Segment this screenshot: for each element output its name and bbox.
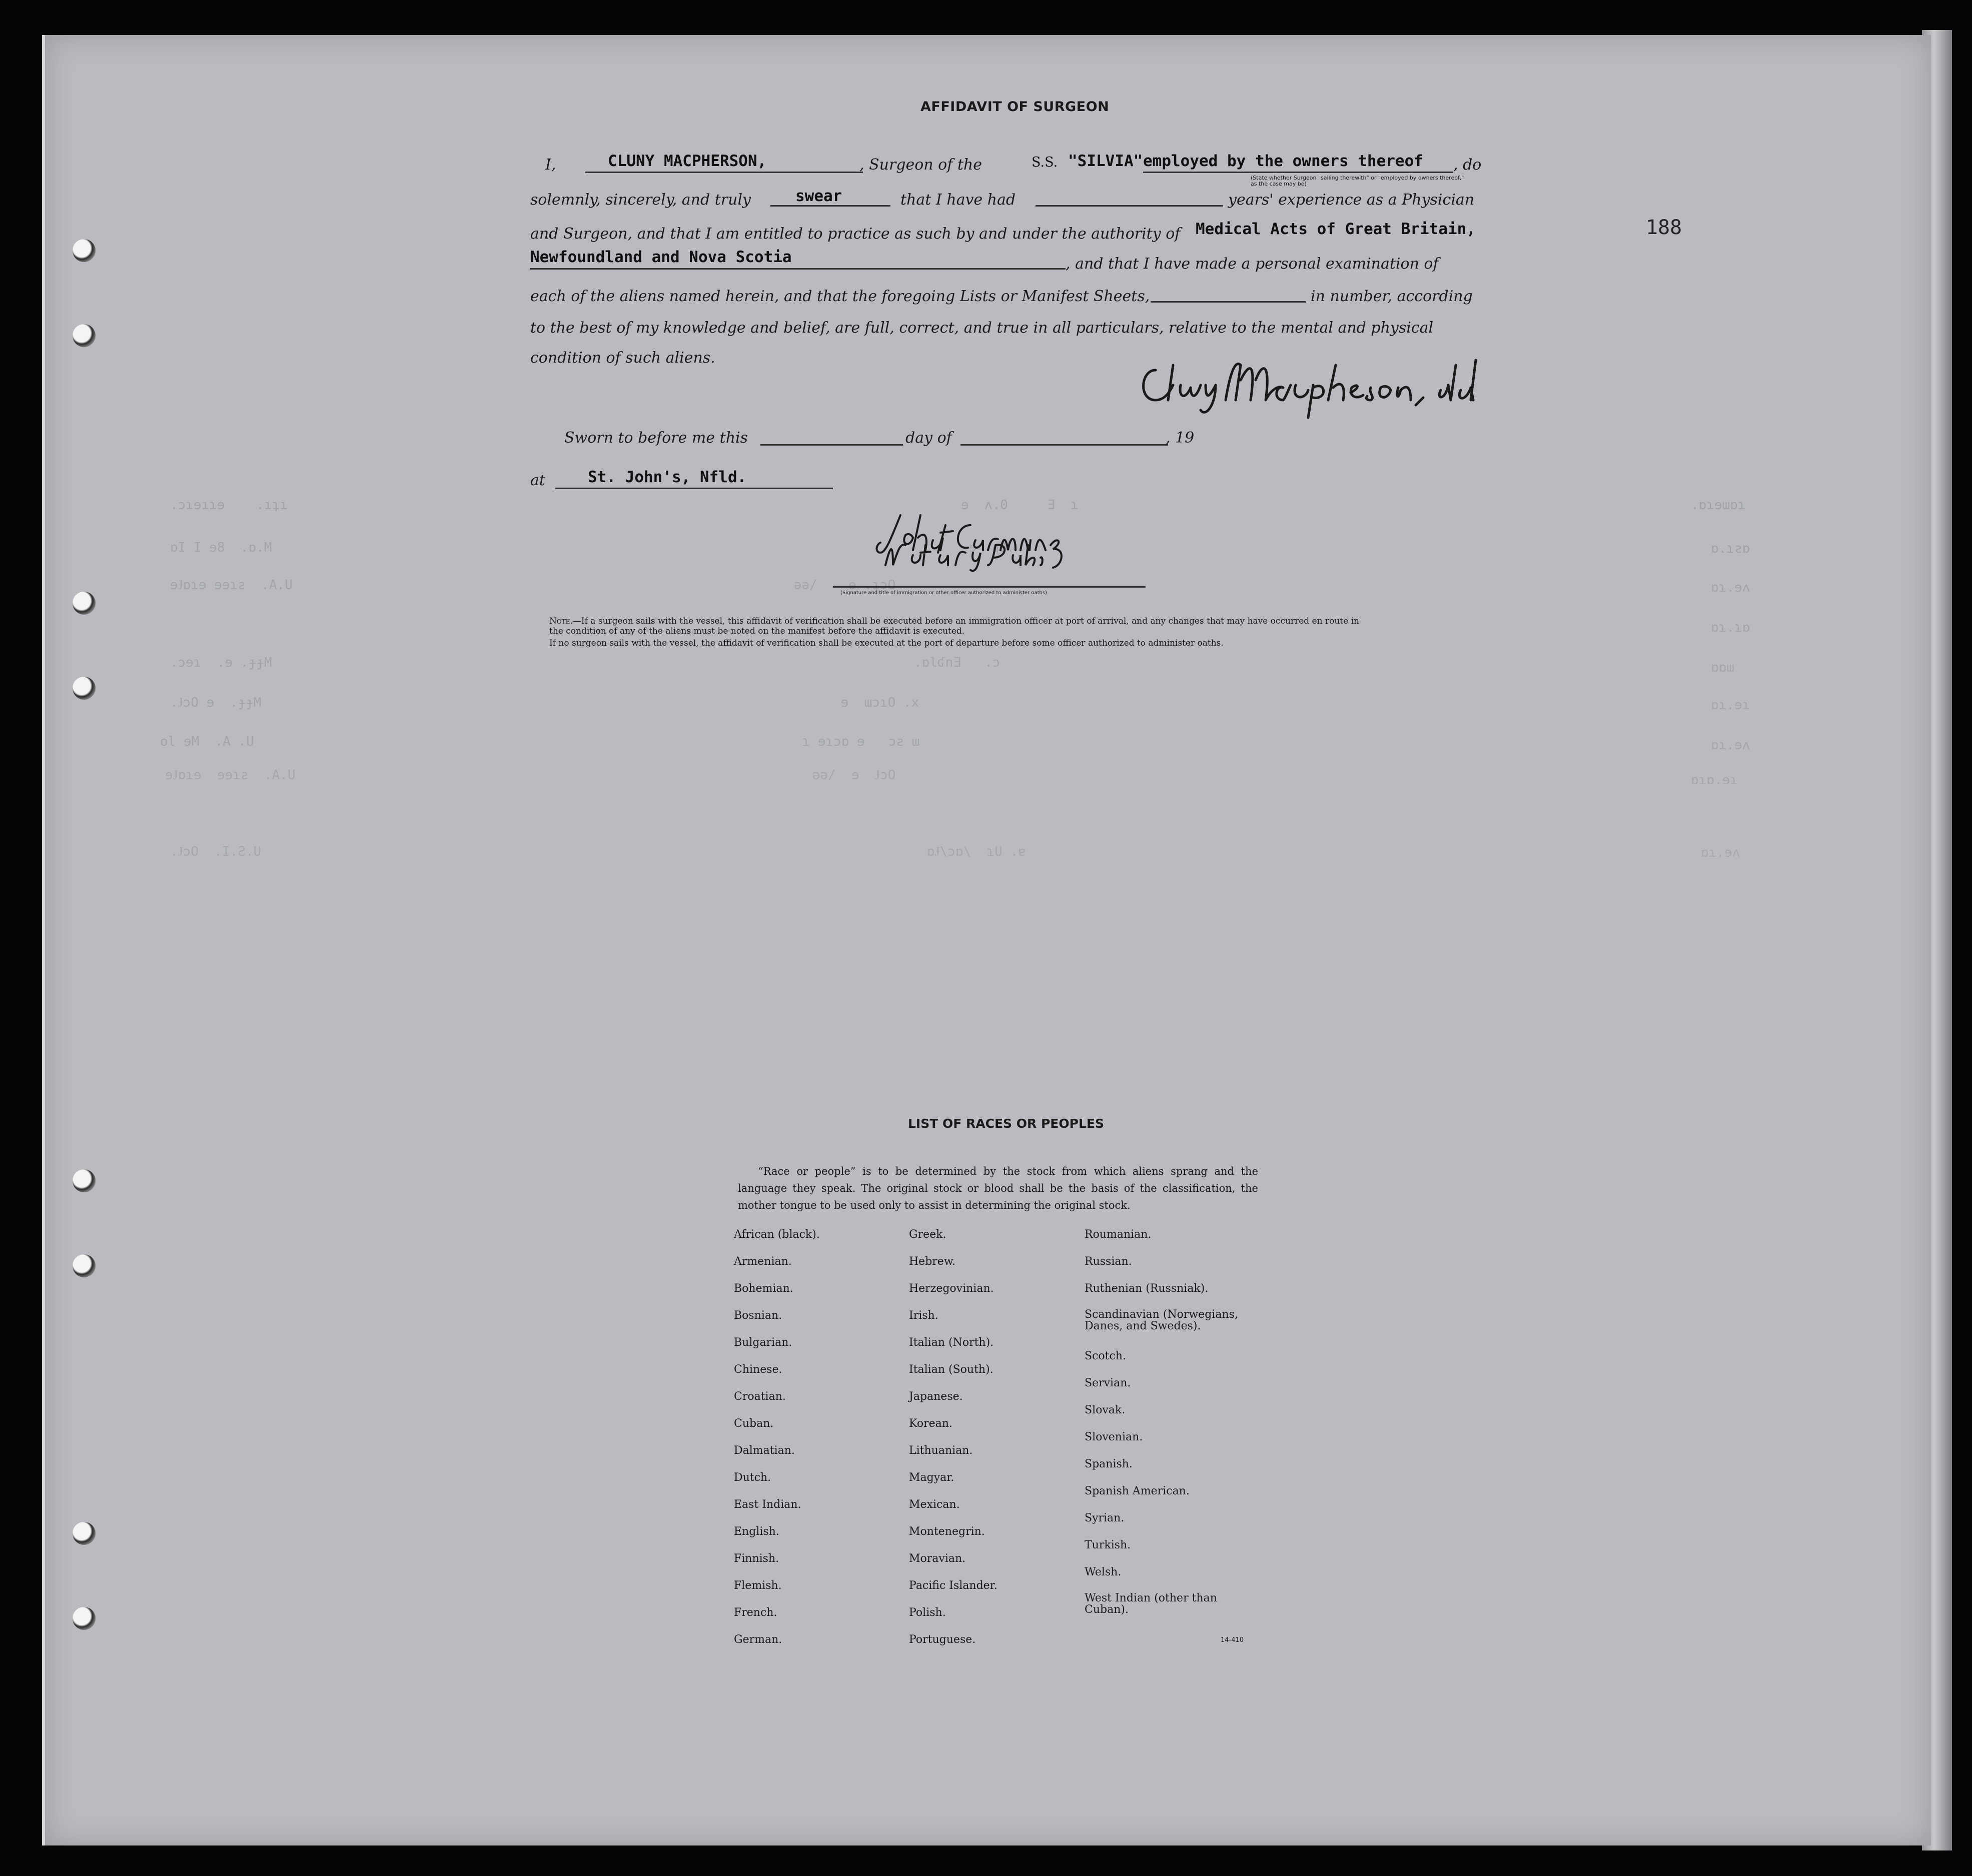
- race-item: Greek.: [909, 1228, 946, 1241]
- line1-text1: , Surgeon of the: [859, 156, 982, 174]
- sworn-month-rule: [960, 444, 1168, 446]
- race-item: Polish.: [909, 1606, 946, 1619]
- document-sheet: [42, 35, 1931, 1845]
- bleed-through-text: ɒɿ.ɘʌ: [1711, 738, 1750, 753]
- line5-text1: each of the aliens named herein, and that the foregoing Lists or Manifest Sheets,: [530, 288, 1150, 305]
- bleed-through-text: ɒɿ.ɿɒ: [1711, 620, 1750, 635]
- race-item: Slovak.: [1085, 1404, 1126, 1416]
- bleed-through-text: ɘɈɒɿɘ ɘɘɿƨ .A.U ǝǝ/ ɘ .ʇɔO: [170, 578, 896, 593]
- affidavit-title: AFFIDAVIT OF SURGEON: [920, 99, 1110, 115]
- punch-hole: [73, 1254, 96, 1277]
- race-item: Spanish American.: [1085, 1485, 1190, 1497]
- note-text-1: —If a surgeon sails with the vessel, this affidavit of verification shall be executed before an immigration officer at port of arrival, and any changes that may have occurred en route in: [572, 616, 1359, 626]
- race-item: Hebrew.: [909, 1255, 956, 1268]
- race-item: Chinese.: [734, 1363, 782, 1376]
- race-item: Finnish.: [734, 1552, 779, 1565]
- bleed-through-text: ɒɒɯ: [1711, 660, 1734, 675]
- race-item: Mexican.: [909, 1498, 960, 1511]
- race-item: Bohemian.: [734, 1282, 793, 1295]
- punch-hole: [73, 1169, 96, 1192]
- race-item: Syrian.: [1085, 1512, 1125, 1524]
- bleed-through-text: ɒɿ.ɘʌ: [1701, 845, 1740, 860]
- line3-text1: and Surgeon, and that I am entitled to practice as such by and under the authority of: [530, 225, 1181, 243]
- race-item: Dutch.: [734, 1471, 771, 1484]
- line1-text2: , do: [1453, 156, 1482, 174]
- punch-hole: [73, 592, 96, 615]
- bleed-through-text: ol ɘM .A .U ɿ ɘɿɔɒ ɘ ɔƨ ɯ: [160, 734, 920, 749]
- years-rule: [1036, 205, 1223, 207]
- race-item: French.: [734, 1606, 777, 1619]
- race-item: Japanese.: [909, 1390, 963, 1403]
- form-code: 14-410: [1221, 1636, 1244, 1644]
- authority-1: Medical Acts of Great Britain,: [1196, 220, 1476, 238]
- bleed-through-text: ɒɿ.ɘʌ: [1711, 580, 1750, 595]
- race-item: Montenegrin.: [909, 1525, 985, 1538]
- race-item: East Indian.: [734, 1498, 801, 1511]
- bleed-through-text: .ɈɔO ɘ .ɟɟM ɘ ɯɔɿO .x: [170, 695, 919, 710]
- race-item: West Indian (other than Cuban).: [1085, 1592, 1217, 1616]
- swearing-place: St. John's, Nfld.: [588, 468, 747, 486]
- surgeon-name: CLUNY MACPHERSON,: [608, 152, 767, 170]
- race-item: Ruthenian (Russniak).: [1085, 1282, 1209, 1295]
- at-lead: at: [530, 472, 545, 489]
- sheets-count-rule: [1151, 301, 1306, 303]
- bleed-through-text: ɘɈɒɿɘ ɘɘɿƨ .A.U ǝǝ/ ɘ ɈɔO: [165, 768, 896, 783]
- surgeon-name-rule: [585, 172, 863, 173]
- punch-hole: [73, 1522, 96, 1545]
- line2-text1: solemnly, sincerely, and truly: [530, 191, 751, 209]
- races-title: LIST OF RACES OR PEOPLES: [908, 1116, 1104, 1131]
- line2-text3: years' experience as a Physician: [1228, 191, 1475, 209]
- bleed-through-text: ɒI I ɘ8 .ɒ.M ɘ ɋ0.: [170, 540, 1015, 555]
- bleed-through-text: .ɔɿɘıɿɘ .ıʇı ɘ ʌ.0 Ǝ ɿ: [170, 498, 1079, 513]
- note-label: Note.: [549, 616, 573, 626]
- line4-text1: , and that I have made a personal examination of: [1066, 255, 1439, 273]
- place-rule: [555, 488, 833, 489]
- race-item: Russian.: [1085, 1255, 1132, 1268]
- line5-text2: in number, according: [1311, 288, 1473, 305]
- bleed-through-text: .ɒɿɘɯɒɿ: [1691, 498, 1746, 513]
- employment-footnote: (State whether Surgeon "sailing therewith" or "employed by owners thereof," as the case may be): [1251, 175, 1464, 187]
- page-number: 188: [1646, 216, 1682, 239]
- race-item: Dalmatian.: [734, 1444, 795, 1457]
- punch-hole: [73, 239, 96, 262]
- races-intro: “Race or people” is to be determined by the stock from which aliens sprang and the language they speak. The original stock or blood shall be the basis of the classification, the mother tongue to be used only to assist in determining the original stock.: [738, 1165, 1258, 1211]
- oath-rule: [770, 205, 890, 207]
- line1-lead: I,: [545, 156, 556, 174]
- bleed-through-text: .ɔɘɿ .ɘ .ɟɟM .ɒlʛnƎ .ɔ: [170, 655, 1001, 670]
- race-item: Scotch.: [1085, 1350, 1126, 1362]
- race-item: African (black).: [734, 1228, 820, 1241]
- oath-word: swear: [795, 187, 842, 205]
- bleed-through-text: ɒɿ.ɘɿ: [1711, 698, 1750, 713]
- bleed-through-text: ɒ.ɿƨɒ: [1711, 541, 1750, 556]
- race-item: Moravian.: [909, 1552, 966, 1565]
- sworn-text1: Sworn to before me this: [564, 429, 748, 447]
- bleed-through-text: ɒɿɒ.ɘɿ: [1691, 773, 1738, 788]
- employment-status: employed by the owners thereof: [1143, 152, 1423, 170]
- race-item: Slovenian.: [1085, 1431, 1143, 1443]
- authority-rule: [530, 268, 1066, 270]
- race-item: Flemish.: [734, 1579, 782, 1592]
- race-item: Lithuanian.: [909, 1444, 973, 1457]
- officer-caption: (Signature and title of immigration or other officer authorized to administer oaths): [840, 590, 1047, 596]
- note-line-3: If no surgeon sails with the vessel, the affidavit of verification shall be executed at the port of departure before some officer authorized to administer oaths.: [549, 638, 1224, 648]
- race-item: Armenian.: [734, 1255, 792, 1268]
- line2-text2: that I have had: [900, 191, 1016, 209]
- authority-2: Newfoundland and Nova Scotia: [530, 248, 792, 266]
- punch-hole: [73, 677, 96, 700]
- race-item: Cuban.: [734, 1417, 774, 1430]
- race-item: Portuguese.: [909, 1633, 976, 1646]
- punch-hole: [73, 324, 96, 347]
- race-item: Roumanian.: [1085, 1228, 1152, 1241]
- race-item: Turkish.: [1085, 1539, 1131, 1551]
- ship-prefix: S.S.: [1032, 155, 1058, 170]
- race-item: Magyar.: [909, 1471, 954, 1484]
- surgeon-signature: [1136, 350, 1546, 420]
- race-item: Spanish.: [1085, 1458, 1133, 1470]
- race-item: Bulgarian.: [734, 1336, 792, 1349]
- sworn-text2: day of: [905, 429, 952, 447]
- race-item: Pacific Islander.: [909, 1579, 998, 1592]
- race-item: English.: [734, 1525, 779, 1538]
- race-item: Italian (South).: [909, 1363, 994, 1376]
- race-item: German.: [734, 1633, 782, 1646]
- race-item: Irish.: [909, 1309, 938, 1322]
- sworn-text3: , 19: [1166, 429, 1195, 447]
- race-item: Italian (North).: [909, 1336, 994, 1349]
- race-item: Croatian.: [734, 1390, 786, 1403]
- officer-signature: [870, 505, 1081, 580]
- line6: to the best of my knowledge and belief, are full, correct, and true in all particulars, relative to the mental and physical: [530, 319, 1434, 337]
- ship-name: "SILVIA": [1068, 152, 1143, 170]
- race-item: Bosnian.: [734, 1309, 782, 1322]
- race-item: Welsh.: [1085, 1566, 1122, 1578]
- race-item: Servian.: [1085, 1377, 1131, 1389]
- race-item: Herzegovinian.: [909, 1282, 994, 1295]
- note-line-2: the condition of any of the aliens must be noted on the manifest before the affidavit is executed.: [549, 626, 965, 636]
- race-item: Korean.: [909, 1417, 952, 1430]
- bleed-through-text: .ɈɔO .I.Ƨ.U ɒɈ\ɔɒ\ ɿU .ɐ: [170, 844, 1026, 859]
- sworn-day-rule: [760, 444, 903, 446]
- race-item: Scandinavian (Norwegians, Danes, and Swedes).: [1085, 1308, 1238, 1332]
- punch-hole: [73, 1607, 96, 1630]
- line7: condition of such aliens.: [530, 349, 715, 367]
- note-line-1: [549, 616, 1359, 626]
- employment-rule: [1143, 172, 1453, 173]
- officer-signature-rule: [833, 586, 1146, 588]
